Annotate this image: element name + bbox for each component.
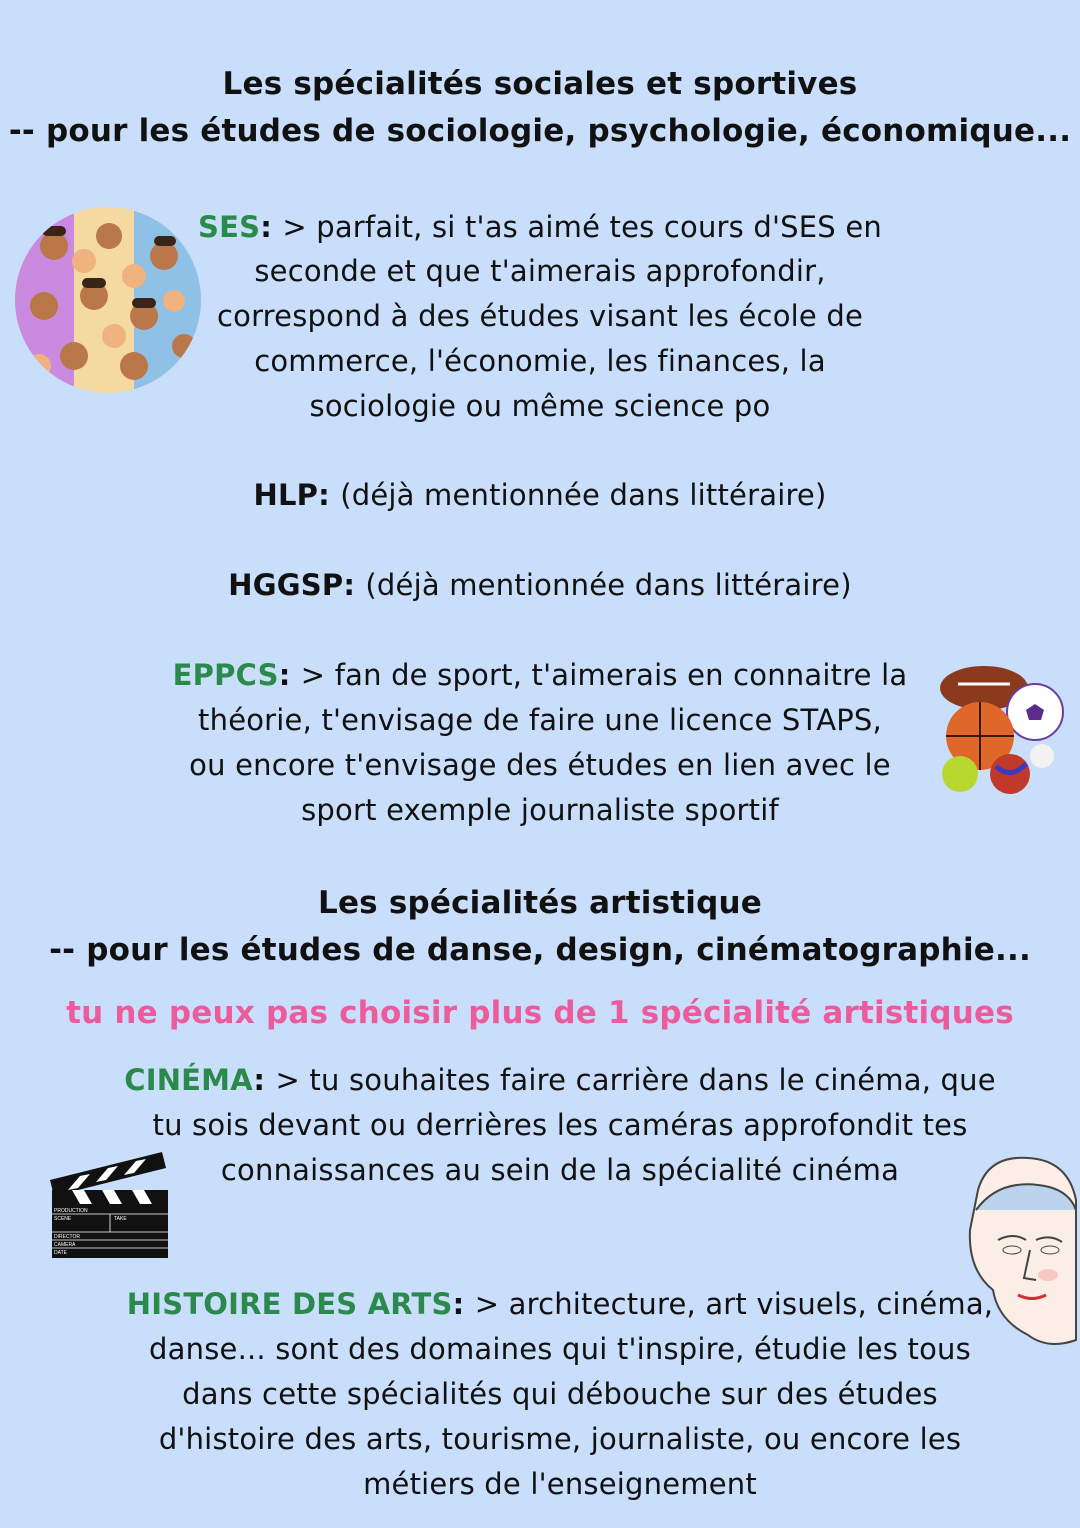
eppcs-line: ou encore t'envisage des études en lien avec le: [189, 748, 891, 782]
statue-head-illustration: [958, 1150, 1080, 1355]
cinema-line: tu sois devant ou derrières les caméras approfondit tes: [152, 1108, 968, 1142]
hda-line: métiers de l'enseignement: [363, 1467, 757, 1501]
clapper-label: DATE: [54, 1250, 67, 1256]
ses-label: SES: [198, 210, 261, 244]
ses-line: seconde et que t'aimerais approfondir,: [254, 254, 826, 288]
clapperboard-icon: [48, 1150, 170, 1260]
ses-line: sociologie ou même science po: [309, 389, 771, 423]
crowd-illustration: [14, 206, 202, 394]
hda-line: dans cette spécialités qui débouche sur des études: [182, 1377, 938, 1411]
hlp-line: HLP: (déjà mentionnée dans littéraire): [253, 478, 827, 512]
eppcs-line: EPPCS: > fan de sport, t'aimerais en connaitre la: [172, 658, 908, 692]
section1-title: Les spécialités sociales et sportives: [222, 66, 858, 102]
hlp-label: HLP: [253, 478, 319, 512]
eppcs-line: sport exemple journaliste sportif: [301, 793, 779, 827]
hda-line: danse... sont des domaines qui t'inspire, étudie les tous: [149, 1332, 971, 1366]
hda-label: HISTOIRE DES ARTS: [126, 1287, 453, 1321]
sports-balls-illustration: [938, 660, 1066, 796]
cinema-line: connaissances au sein de la spécialité cinéma: [220, 1153, 900, 1187]
artistic-warning: tu ne peux pas choisir plus de 1 spécialité artistiques: [66, 995, 1014, 1031]
clapper-label: DIRECTOR: [54, 1234, 81, 1240]
clapper-label: PRODUCTION: [54, 1208, 88, 1214]
hda-line: d'histoire des arts, tourisme, journaliste, ou encore les: [158, 1422, 962, 1456]
section1-subtitle: -- pour les études de sociologie, psychologie, économique...: [8, 113, 1072, 149]
eppcs-line: théorie, t'envisage de faire une licence STAPS,: [198, 703, 882, 737]
clapper-label: CAMERA: [54, 1242, 76, 1248]
hggsp-line: HGGSP: (déjà mentionnée dans littéraire): [228, 568, 852, 602]
ses-line: commerce, l'économie, les finances, la: [254, 344, 826, 378]
hggsp-label: HGGSP: [228, 568, 344, 602]
clapper-label: SCENE: [54, 1216, 72, 1222]
ses-line: correspond à des études visant les école de: [216, 299, 864, 333]
eppcs-label: EPPCS: [172, 658, 279, 692]
section2-subtitle: -- pour les études de danse, design, cinématographie...: [49, 932, 1031, 968]
cinema-label: CINÉMA: [124, 1063, 254, 1097]
cinema-line: CINÉMA: > tu souhaites faire carrière dans le cinéma, que: [124, 1063, 996, 1097]
hda-line: HISTOIRE DES ARTS: > architecture, art visuels, cinéma,: [126, 1287, 994, 1321]
section2-title: Les spécialités artistique: [318, 885, 762, 921]
clapper-label: TAKE: [114, 1216, 127, 1222]
ses-line: SES: > parfait, si t'as aimé tes cours d'SES en: [198, 210, 882, 244]
